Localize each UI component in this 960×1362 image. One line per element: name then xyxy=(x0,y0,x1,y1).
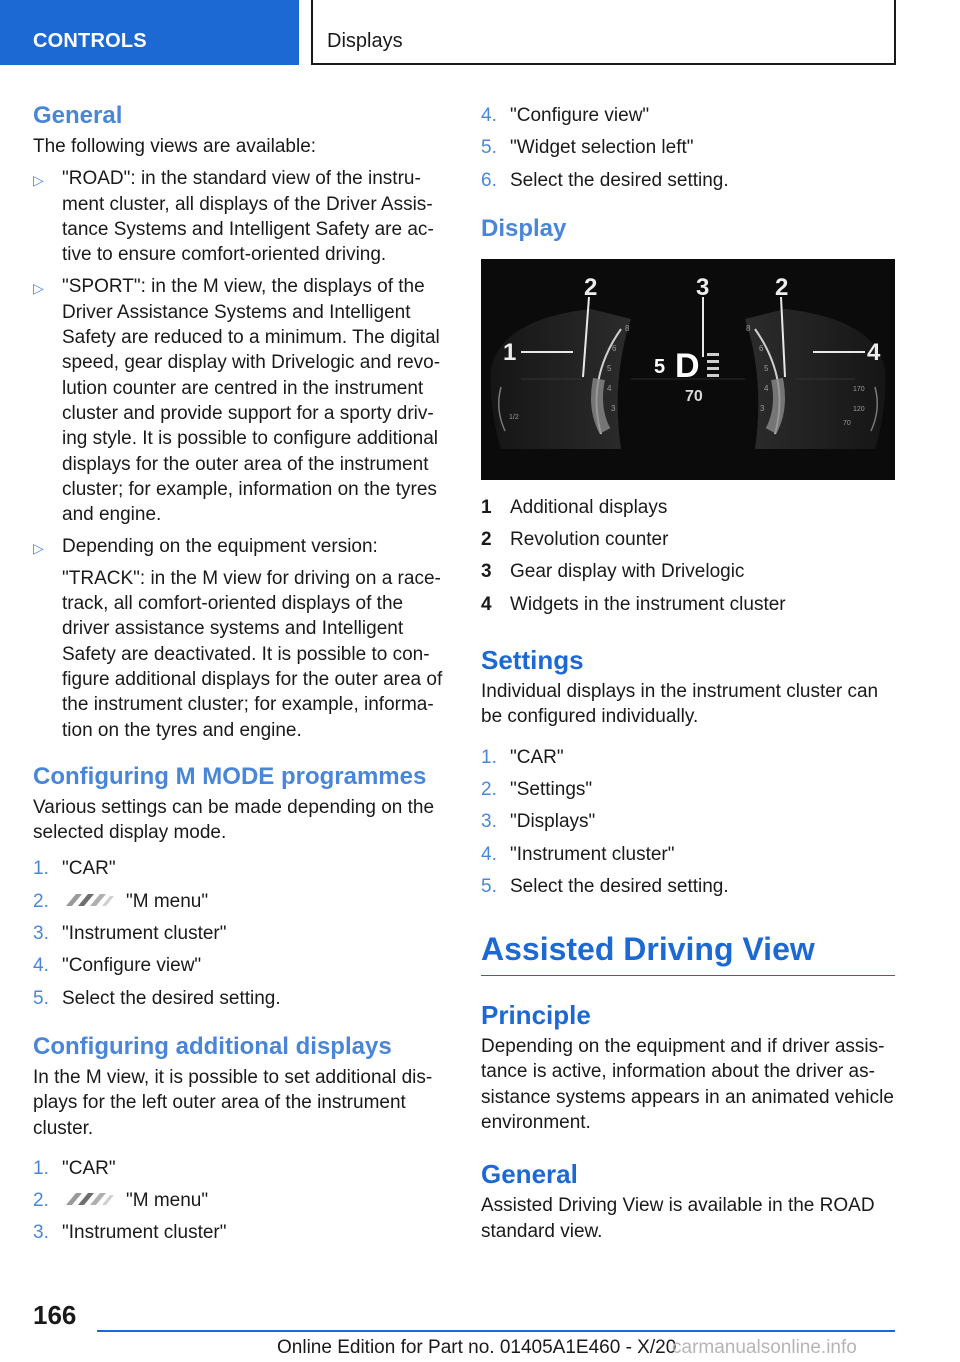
bullet-text: "ROAD": in the standard view of the instrument cluster, all displays of the Driver Assistance Systems and Intelligent Safety are active to ensure comfort-oriented driving. xyxy=(62,168,434,266)
bullet-subtext: "TRACK": in the M view for driving on a racetrack, all comfort-oriented displays of the driver assistance systems and Intelligent Safety are deactivated. It is possible to configure additional displays for the outer area of the instrument cluster; for example, information on the tyres and engine. xyxy=(62,567,443,741)
gauge-tick: 4 xyxy=(607,383,612,393)
list-item: 3. "Instrument cluster" xyxy=(33,1222,227,1244)
list-item: 4. "Configure view" xyxy=(33,955,202,977)
edition-text: Online Edition for Part no. 01405A1E460 - X/20 xyxy=(277,1337,677,1358)
gauge-tick: 3 xyxy=(611,403,616,413)
display-heading: Display xyxy=(481,214,567,242)
legend-row: 4 Widgets in the instrument cluster xyxy=(481,593,786,615)
section-tab xyxy=(0,0,299,65)
callout-2-left: 2 xyxy=(584,273,598,301)
callout-2-right: 2 xyxy=(775,273,789,301)
mmode-steps xyxy=(33,853,443,1014)
left-column xyxy=(33,100,443,1250)
list-item: 5. Select the desired setting. xyxy=(33,987,281,1009)
list-item: 3. "Displays" xyxy=(481,811,596,833)
instrument-cluster-graphic xyxy=(481,259,895,480)
bullet-text: Depending on the equipment version: xyxy=(62,536,378,558)
settings-heading: Settings xyxy=(481,645,584,676)
page-number: 166 xyxy=(33,1300,77,1330)
general2-heading: General xyxy=(481,1159,578,1190)
widget-right-value: 120 xyxy=(853,405,865,413)
list-item: 4. "Instrument cluster" xyxy=(481,843,675,865)
list-item: 2. "M menu" xyxy=(33,890,209,912)
gauge-tick: 5 xyxy=(764,363,769,373)
callout-1: 1 xyxy=(503,338,517,366)
bullet-text: "SPORT": in the M view, the displays of the Driver Assistance Systems and Intelligent Safety are reduced to a minimum. The digital speed, gear display with Drivelogic and revolution counter are centred in the instrument cluster and provide support for a sporty driving style. It is possible to configure additional displays for the outer area of the instrument cluster; for example, information on the tyres and engine. xyxy=(62,276,441,526)
gear-number: 5 xyxy=(654,355,666,378)
bullet-sport xyxy=(33,274,443,527)
m-menu-icon xyxy=(62,1191,116,1207)
continued-steps xyxy=(481,100,895,197)
triangle-bullet-icon: ▷ xyxy=(33,540,44,557)
list-item: 2. "Settings" xyxy=(481,778,593,800)
mmode-intro: Various settings can be made depending on the selected display mode. xyxy=(33,796,435,844)
list-item: 3. "Instrument cluster" xyxy=(33,923,227,945)
addl-intro: In the M view, it is possible to set additional displays for the left outer area of the instrument cluster. xyxy=(33,1066,433,1139)
gauge-tick: 3 xyxy=(760,403,765,413)
gauge-tick: 6 xyxy=(612,343,617,353)
widget-right-value: 70 xyxy=(843,419,851,427)
list-item: 5. "Widget selection left" xyxy=(481,137,694,159)
widget-right-value: 170 xyxy=(853,385,865,393)
instrument-cluster-image xyxy=(481,259,895,480)
bullet-track xyxy=(33,534,443,742)
legend-row: 1 Additional displays xyxy=(481,496,668,518)
list-item: 2. "M menu" xyxy=(33,1190,209,1212)
mmode-heading: Configuring M MODE programmes xyxy=(33,762,427,790)
legend-row: 3 Gear display with Drivelogic xyxy=(481,561,745,583)
triangle-bullet-icon: ▷ xyxy=(33,172,44,189)
general-intro: The following views are available: xyxy=(33,136,317,157)
widget-left-value: 1/2 xyxy=(509,413,519,421)
legend-row: 2 Revolution counter xyxy=(481,529,669,551)
settings-intro: Individual displays in the instrument cluster can be configured individually. xyxy=(481,681,879,728)
gear-letter: D xyxy=(675,346,700,385)
principle-text: Depending on the equipment and if driver assistance is active, information about the driver assistance systems appears in an animated vehicle environment. xyxy=(481,1036,894,1134)
speed-readout: 70 xyxy=(685,387,703,405)
gauge-tick: 5 xyxy=(607,363,612,373)
triangle-bullet-icon: ▷ xyxy=(33,280,44,297)
m-menu-icon xyxy=(62,892,116,908)
chapter-tab xyxy=(311,0,896,65)
list-item: 4. "Configure view" xyxy=(481,105,650,126)
principle-heading: Principle xyxy=(481,1000,591,1031)
list-item: 5. Select the desired setting. xyxy=(481,875,729,897)
callout-3: 3 xyxy=(696,273,710,301)
right-column xyxy=(481,100,895,1244)
general2-text: Assisted Driving View is available in the ROAD standard view. xyxy=(481,1195,875,1242)
section-title: CONTROLS xyxy=(33,30,147,52)
settings-steps xyxy=(481,742,895,903)
gauge-tick: 6 xyxy=(759,343,764,353)
callout-4: 4 xyxy=(867,338,881,366)
addl-steps xyxy=(33,1153,443,1250)
general-heading: General xyxy=(33,102,123,129)
watermark-text: carmanualsonline.info xyxy=(672,1337,857,1358)
bullet-road xyxy=(33,166,443,267)
list-item: 1. "CAR" xyxy=(33,1157,116,1179)
gauge-tick: 4 xyxy=(764,383,769,393)
chapter-title: Displays xyxy=(327,30,403,52)
footer-divider xyxy=(97,1330,895,1332)
gauge-tick: 8 xyxy=(746,323,751,333)
display-legend xyxy=(481,492,895,621)
gauge-tick: 8 xyxy=(625,323,630,333)
list-item: 1. "CAR" xyxy=(33,858,116,880)
list-item: 6. Select the desired setting. xyxy=(481,169,729,191)
addl-heading: Configuring additional displays xyxy=(33,1032,392,1060)
list-item: 1. "CAR" xyxy=(481,746,564,768)
adv-heading: Assisted Driving View xyxy=(481,927,895,976)
